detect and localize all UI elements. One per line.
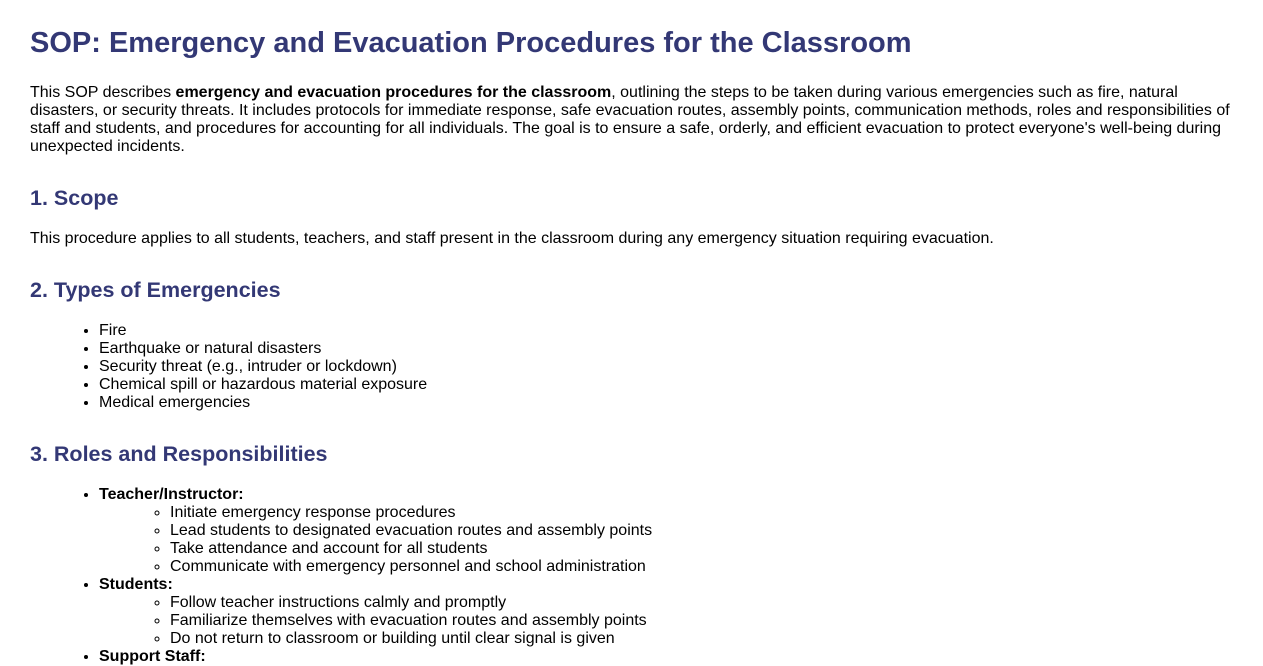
page-title: SOP: Emergency and Evacuation Procedures for the Classroom: [30, 27, 912, 59]
section-heading-emergency-types: 2. Types of Emergencies: [30, 278, 281, 302]
scope-paragraph: This procedure applies to all students, teachers, and staff present in the classroom during any emergency situation requiring evacuation.: [30, 230, 994, 247]
emergency-types-list: [30, 322, 1233, 412]
task-item: ◦ Follow teacher instructions calmly and promptly: [170, 594, 1233, 612]
task-item: ◦ Communicate with emergency personnel and school administration: [170, 558, 1233, 576]
emergency-type-item: • Earthquake or natural disasters: [99, 340, 1233, 358]
role-label-teacher: Teacher/Instructor:: [99, 486, 244, 503]
students-task-list: [99, 594, 1233, 648]
intro-paragraph: [30, 84, 1233, 156]
role-item-students: [99, 576, 1233, 648]
section-heading-roles: 3. Roles and Responsibilities: [30, 442, 328, 466]
intro-text-before: This SOP describes: [30, 84, 176, 101]
role-item-support-staff: [99, 648, 1233, 666]
emergency-type-item: • Security threat (e.g., intruder or lockdown): [99, 358, 1233, 376]
task-item: ◦ Initiate emergency response procedures: [170, 504, 1233, 522]
emergency-type-item: • Medical emergencies: [99, 394, 1233, 412]
roles-list: [30, 486, 1233, 666]
task-item: ◦ Familiarize themselves with evacuation routes and assembly points: [170, 612, 1233, 630]
teacher-task-list: [99, 504, 1233, 576]
task-item: ◦ Take attendance and account for all students: [170, 540, 1233, 558]
emergency-type-item: • Fire: [99, 322, 1233, 340]
role-item-teacher: [99, 486, 1233, 576]
role-label-support-staff: Support Staff:: [99, 648, 206, 665]
intro-bold-phrase: emergency and evacuation procedures for the classroom: [175, 84, 612, 101]
emergency-type-item: • Chemical spill or hazardous material exposure: [99, 376, 1233, 394]
role-label-students: Students:: [99, 576, 173, 593]
task-item: ◦ Lead students to designated evacuation routes and assembly points: [170, 522, 1233, 540]
section-heading-scope: 1. Scope: [30, 186, 119, 210]
task-item: ◦ Do not return to classroom or building until clear signal is given: [170, 630, 1233, 648]
intro-text-after: , outlining the steps to be taken during various emergencies such as fire, natural disasters, or security threats. It includes protocols for immediate response, safe evacuation routes, assembly points, communication methods, roles and responsibilities of staff and students, and procedures for accounting for all individuals. The goal is to ensure a safe, orderly, and efficient evacuation to protect everyone's well-being during unexpected incidents.: [30, 84, 1230, 155]
